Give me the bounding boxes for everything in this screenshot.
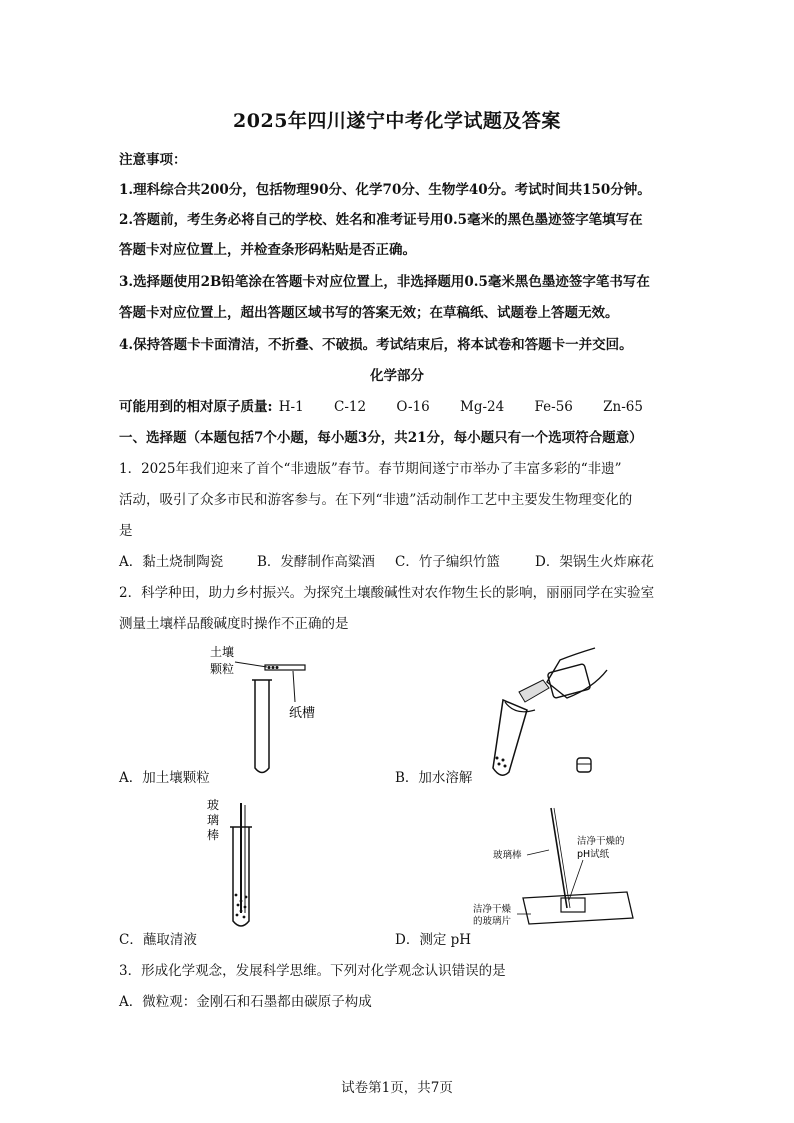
q1-line: 活动，吸引了众多市民和游客参与。在下列“非遗”活动制作工艺中主要发生物理变化的: [119, 492, 633, 508]
q2-line: 测量土壤样品酸碱度时操作不正确的是: [119, 616, 349, 632]
figure-add-soil: [205, 640, 325, 780]
notice-item: 答题卡对应位置上，超出答题区域书写的答案无效；在草稿纸、试题卷上答题无效。: [119, 305, 619, 321]
label-glass-rod: 棒: [207, 828, 220, 842]
ph-paper: [561, 898, 585, 912]
q2-option-c: C．蘸取清液: [119, 932, 197, 948]
figure-add-water: [475, 640, 615, 780]
glass-rod: [551, 808, 567, 908]
label-glass-rod: 玻璃棒: [493, 850, 522, 861]
hand: [547, 648, 607, 698]
atomic-mass-value: O-16: [396, 399, 430, 415]
figure-measure-ph: [465, 800, 645, 925]
notice-item: 答题卡对应位置上，并检查条形码粘贴是否正确。: [119, 242, 416, 258]
label-ph-paper: pH试纸: [577, 849, 610, 860]
label-glass-slide: 洁净干燥: [473, 904, 512, 915]
atomic-mass-value: Fe-56: [534, 399, 573, 415]
q1-option-b: B．发酵制作高粱酒: [257, 554, 375, 570]
q1-line: 1．2025年我们迎来了首个“非遗版”春节。春节期间遂宁市举办了丰富多彩的“非遗”: [119, 461, 622, 477]
test-tube: [255, 680, 269, 773]
water-stream: [519, 680, 549, 702]
page-footer: 试卷第1页，共7页: [341, 1080, 453, 1096]
label-glass-rod: 玻: [207, 798, 220, 812]
figure-dip-liquid: [205, 795, 285, 935]
beaker: [547, 664, 590, 699]
atomic-mass-value: Zn-65: [603, 399, 643, 415]
q1-option-a: A．黏土烧制陶瓷: [119, 554, 224, 570]
q1-option-c: C．竹子编织竹篮: [395, 554, 500, 570]
label-paper-trough: 纸槽: [289, 706, 316, 721]
q2-option-d: D．测定 pH: [395, 932, 472, 948]
part1-heading: 一、选择题（本题包括7个小题，每小题3分，共21分，每小题只有一个选项符合题意）: [119, 430, 643, 446]
label-glass-slide: 的玻璃片: [473, 916, 512, 927]
notice-heading: 注意事项：: [119, 152, 187, 168]
notice-item: 4.保持答题卡卡面清洁，不折叠、不破损。考试结束后，将本试卷和答题卡一并交回。: [119, 337, 633, 353]
q3-option-a: A．微粒观：金刚石和石墨都由碳原子构成: [119, 994, 372, 1010]
paper-trough: [265, 665, 305, 670]
atomic-mass-label: 可能用到的相对原子质量:: [119, 399, 273, 415]
section-title: 化学部分: [370, 368, 424, 384]
label-soil: 土壤: [210, 645, 235, 659]
glass-slide: [523, 892, 633, 924]
stopper: [577, 758, 591, 772]
q1-option-d: D．架锅生火炸麻花: [535, 554, 654, 570]
label-glass-rod: 璃: [207, 813, 220, 827]
notice-item: 3.选择题使用2B铅笔涂在答题卡对应位置上，非选择题用0.5毫米黑色墨迹签字笔书写在: [119, 274, 650, 290]
q1-line: 是: [119, 523, 133, 539]
atomic-mass-row: [119, 395, 643, 415]
atomic-mass-value: H-1: [278, 399, 304, 415]
notice-item: 1.理科综合共200分，包括物理90分、化学70分、生物学40分。考试时间共150分钟。: [119, 182, 651, 198]
q2-option-b: B．加水溶解: [395, 770, 473, 786]
q2-option-a: A．加土壤颗粒: [119, 770, 210, 786]
label-soil: 颗粒: [210, 662, 235, 676]
notice-item: 2.答题前，考生务必将自己的学校、姓名和准考证号用0.5毫米的黑色墨迹签字笔填写在: [119, 212, 643, 228]
page-title: 2025年四川遂宁中考化学试题及答案: [233, 110, 561, 132]
atomic-mass-value: Mg-24: [460, 399, 505, 415]
atomic-mass-value: C-12: [334, 399, 367, 415]
label-ph-paper: 洁净干燥的: [577, 836, 625, 847]
q3-line: 3．形成化学观念，发展科学思维。下列对化学观念认识错误的是: [119, 963, 506, 979]
q2-line: 2．科学种田，助力乡村振兴。为探究土壤酸碱性对农作物生长的影响，丽丽同学在实验室: [119, 585, 655, 601]
